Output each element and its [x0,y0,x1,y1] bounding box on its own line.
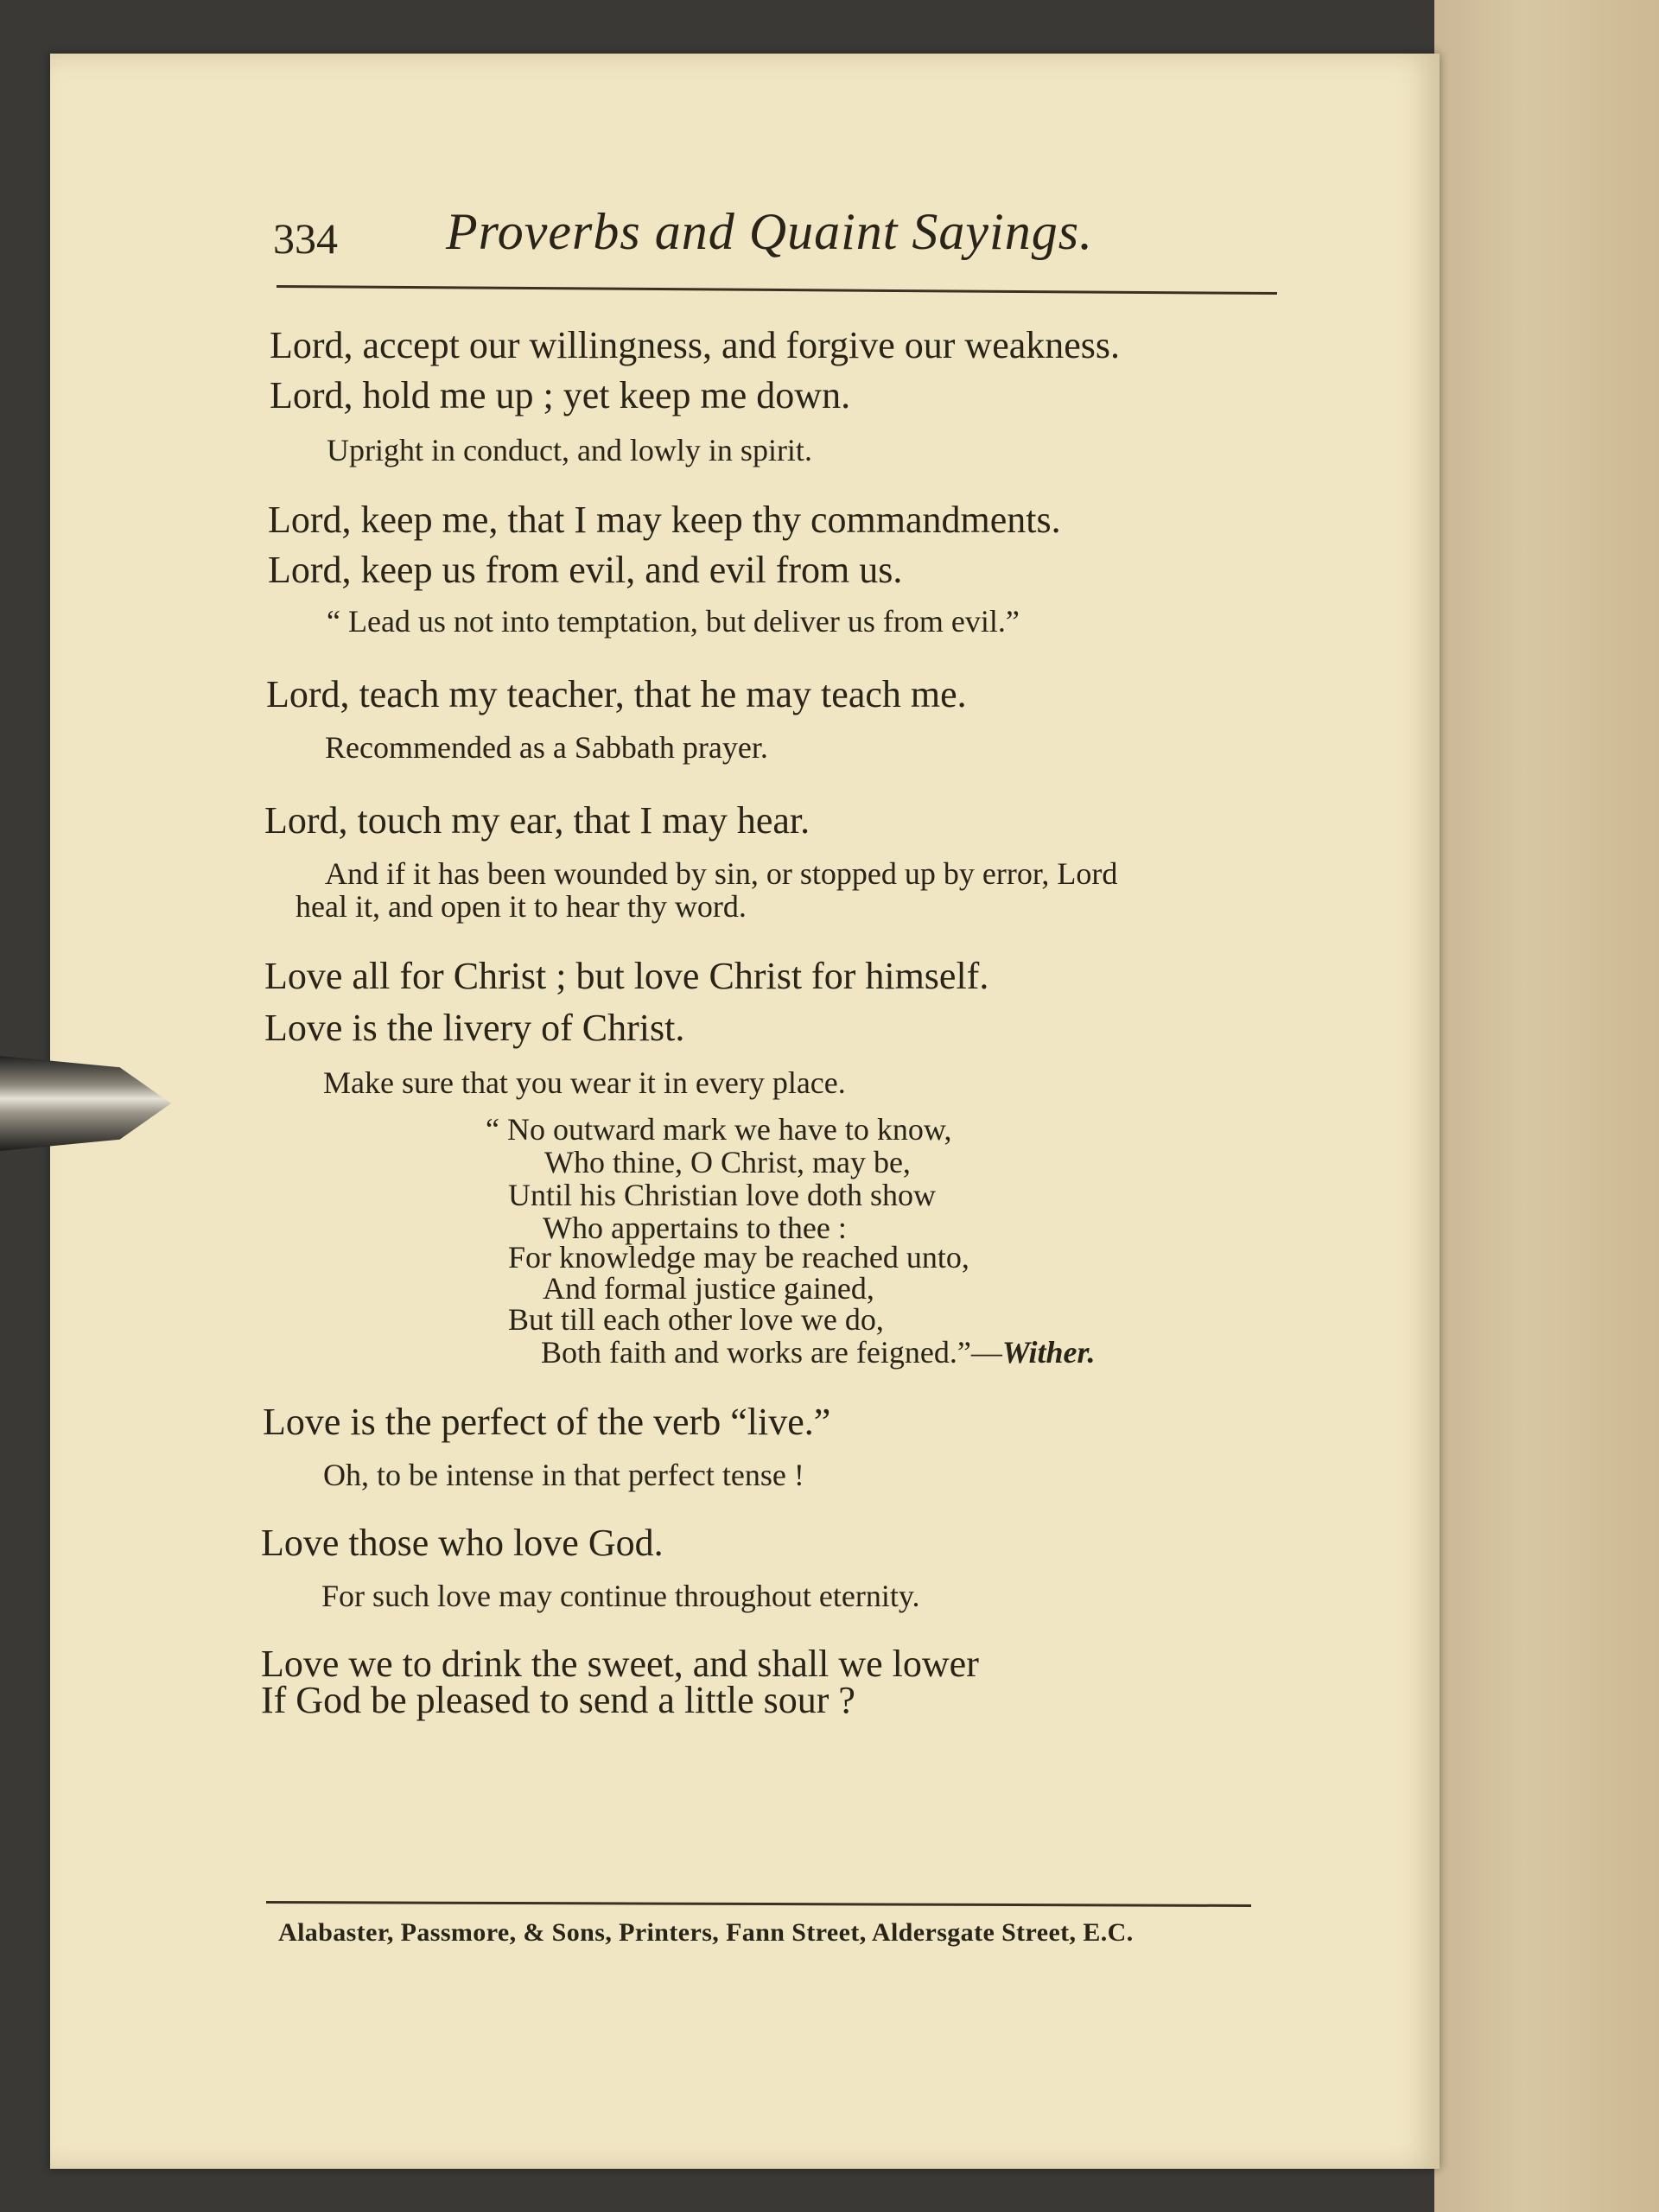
gloss-livery-of-christ: Make sure that you wear it in every place. [323,1065,846,1100]
printer-imprint: Alabaster, Passmore, & Sons, Printers, Fann Street, Aldersgate Street, E.C. [278,1918,1134,1947]
gloss-touch-my-ear-line2: heal it, and open it to hear thy word. [296,889,747,924]
proverb-perfect-of-verb-live: Love is the perfect of the verb “live.” [263,1401,831,1443]
proverb-love-we-to-drink-line1: Love we to drink the sweet, and shall we lower [261,1643,979,1685]
poem-line-1: “ No outward mark we have to know, [486,1112,952,1147]
poem-attribution: Wither. [1001,1335,1096,1370]
footer-rule [266,1901,1251,1907]
poem-line-7: But till each other love we do, [508,1302,884,1337]
proverb-keep-commandments: Lord, keep me, that I may keep thy commandments. [268,499,1061,541]
running-title: Proverbs and Quaint Sayings. [446,203,1094,260]
gloss-touch-my-ear-line1: And if it has been wounded by sin, or stopped up by error, Lord [325,856,1118,891]
adjacent-page-edge [1434,0,1659,2212]
gloss-hold-me-up: Upright in conduct, and lowly in spirit. [327,433,812,467]
proverb-keep-from-evil: Lord, keep us from evil, and evil from us. [268,549,903,591]
proverb-love-those-who-love-god: Love those who love God. [261,1522,664,1564]
proverb-love-all-for-christ: Love all for Christ ; but love Christ for himself. [264,955,989,997]
book-page [50,54,1440,2169]
gloss-teach-teacher: Recommended as a Sabbath prayer. [325,730,768,765]
poem-line-8 [541,1336,1096,1369]
gloss-keep-from-evil: “ Lead us not into temptation, but deliver us from evil.” [327,604,1020,639]
proverb-accept-willingness: Lord, accept our willingness, and forgive our weakness. [270,324,1121,366]
poem-line-5: For knowledge may be reached unto, [508,1240,969,1274]
proverb-touch-my-ear: Lord, touch my ear, that I may hear. [264,799,810,842]
poem-line-8-text: Both faith and works are feigned.”— [541,1335,1002,1370]
poem-line-6: And formal justice gained, [543,1271,874,1306]
proverb-hold-me-up: Lord, hold me up ; yet keep me down. [270,374,851,416]
proverb-teach-teacher: Lord, teach my teacher, that he may teach me. [266,673,967,715]
poem-line-3: Until his Christian love doth show [508,1178,936,1212]
header-rule [276,285,1277,295]
page-number: 334 [273,214,338,263]
gloss-love-those-who-love-god: For such love may continue throughout eternity. [321,1579,920,1613]
gloss-perfect-tense: Oh, to be intense in that perfect tense ! [323,1458,804,1492]
poem-line-4: Who appertains to thee : [543,1211,847,1245]
proverb-love-we-to-drink-line2: If God be pleased to send a little sour ? [261,1679,855,1721]
poem-line-2: Who thine, O Christ, may be, [544,1145,911,1179]
proverb-livery-of-christ: Love is the livery of Christ. [264,1007,685,1049]
